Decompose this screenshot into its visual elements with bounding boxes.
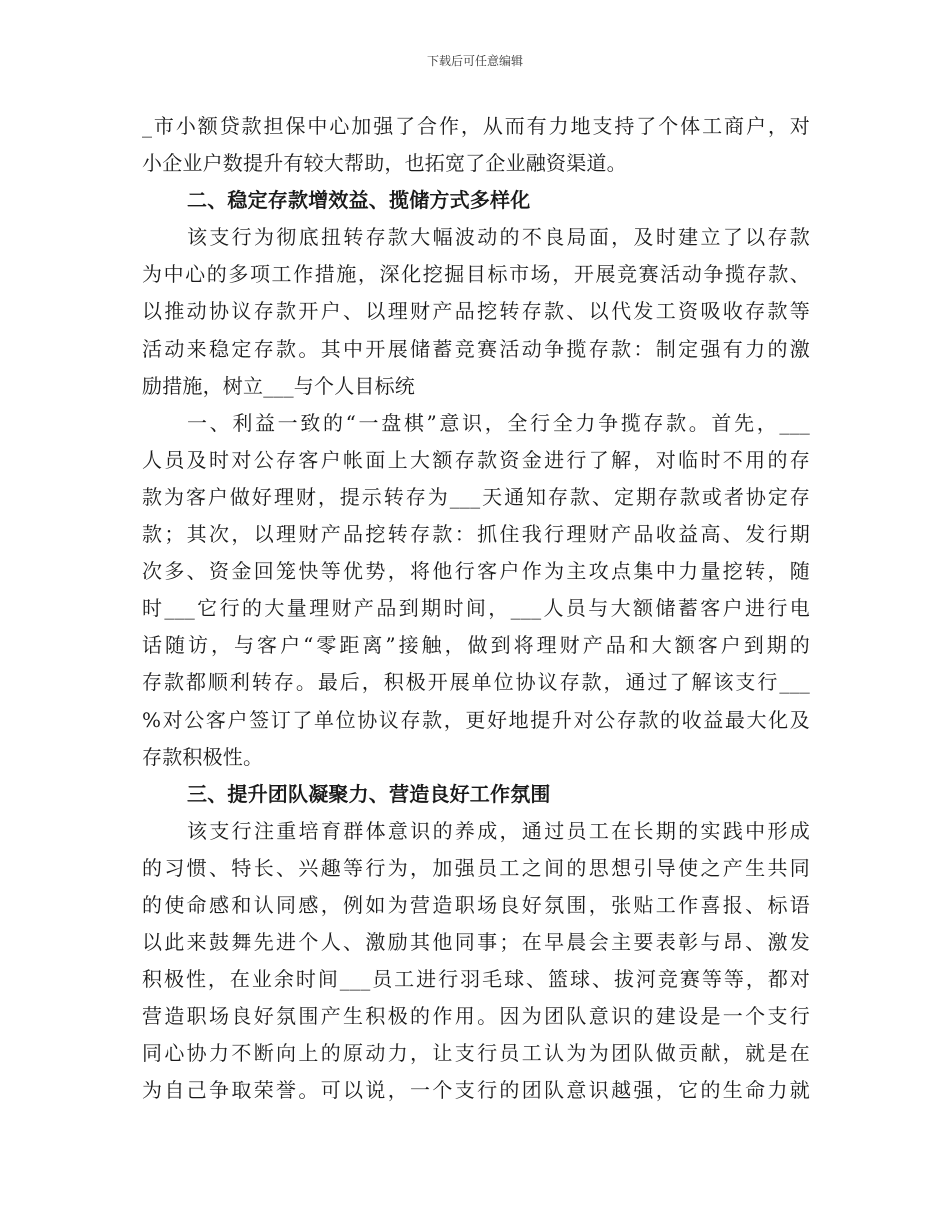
text-line: 存款都顺利转存。最后，积极开展单位协议存款，通过了解该支行___ — [142, 670, 810, 695]
document-body — [142, 108, 810, 1110]
text-line: 活动来稳定存款。其中开展储蓄竞赛活动争揽存款：制定强有力的激 — [142, 336, 810, 361]
text-line: 以此来鼓舞先进个人、激励其他同事；在早晨会主要表彰与昂、激发 — [142, 930, 810, 955]
text-line: 时___它行的大量理财产品到期时间，___人员与大额储蓄客户进行电 — [142, 596, 810, 621]
text-line: 为自己争取荣誉。可以说，一个支行的团队意识越强，它的生命力就 — [142, 1078, 810, 1103]
text-line: 以推动协议存款开户、以理财产品挖转存款、以代发工资吸收存款等 — [142, 299, 810, 324]
text-line: %对公客户签订了单位协议存款，更好地提升对公存款的收益最大化及 — [142, 707, 810, 732]
text-line: 同心协力不断向上的原动力，让支行员工认为为团队做贡献，就是在 — [142, 1041, 810, 1066]
text-line: 的使命感和认同感，例如为营造职场良好氛围，张贴工作喜报、标语 — [142, 892, 810, 917]
text-line: 存款积极性。 — [142, 744, 264, 769]
text-line: 为中心的多项工作措施，深化挖掘目标市场，开展竞赛活动争揽存款、 — [142, 262, 810, 287]
text-line: 励措施，树立___与个人目标统 — [142, 373, 415, 398]
page-header: 下载后可任意编辑 — [426, 54, 523, 68]
text-line: 小企业户数提升有较大帮助，也拓宽了企业融资渠道。 — [142, 151, 627, 176]
text-line: 款；其次，以理财产品挖转存款：抓住我行理财产品收益高、发行期 — [142, 522, 810, 547]
section-heading: 二、稳定存款增效益、揽储方式多样化 — [187, 188, 531, 213]
text-line: 次多、资金回笼快等优势，将他行客户作为主攻点集中力量挖转，随 — [142, 559, 810, 584]
text-line: 营造职场良好氛围产生积极的作用。因为团队意识的建设是一个支行 — [142, 1004, 810, 1029]
text-line: _市小额贷款担保中心加强了合作，从而有力地支持了个体工商户，对 — [142, 114, 810, 138]
section-heading: 三、提升团队凝聚力、营造良好工作氛围 — [187, 781, 551, 806]
text-line: 款为客户做好理财，提示转存为___天通知存款、定期存款或者协定存 — [142, 484, 810, 509]
text-line: 的习惯、特长、兴趣等行为，加强员工之间的思想引导使之产生共同 — [142, 855, 810, 880]
text-line: 该支行为彻底扭转存款大幅波动的不良局面，及时建立了以存款 — [187, 225, 810, 250]
text-line: 积极性，在业余时间___员工进行羽毛球、篮球、拔河竞赛等等，都对 — [142, 967, 810, 992]
text-line: 一、利益一致的“一盘棋”意识，全行全力争揽存款。首先，___ — [187, 410, 810, 435]
text-line: 该支行注重培育群体意识的养成，通过员工在长期的实践中形成 — [187, 818, 810, 843]
text-line: 人员及时对公存客户帐面上大额存款资金进行了解，对临时不用的存 — [142, 447, 810, 472]
text-line: 话随访，与客户“零距离”接触，做到将理财产品和大额客户到期的 — [142, 633, 810, 658]
